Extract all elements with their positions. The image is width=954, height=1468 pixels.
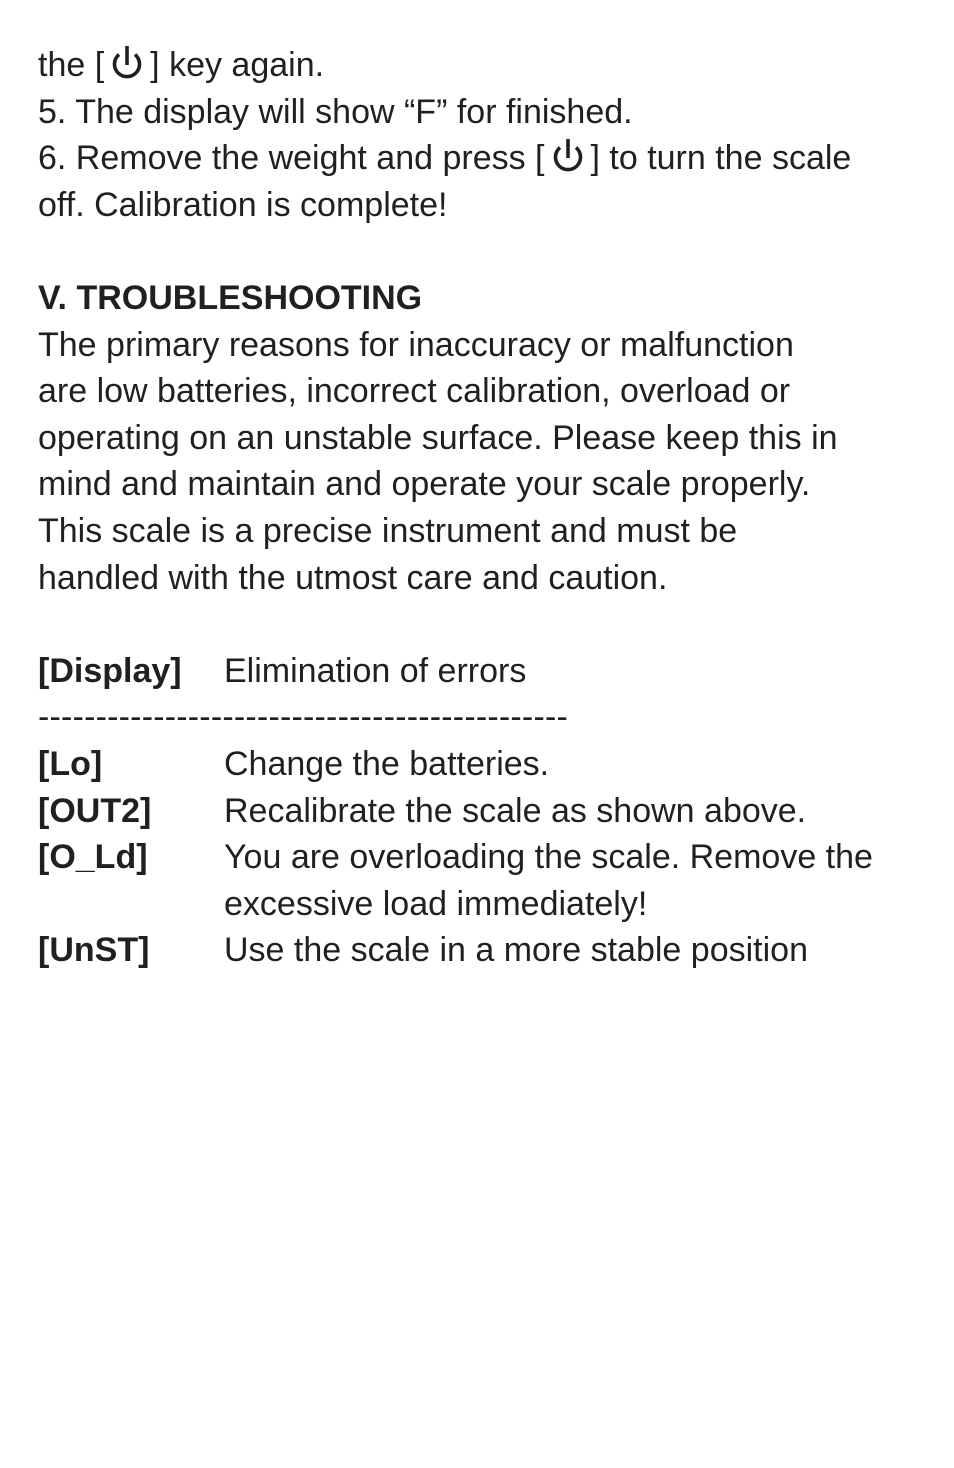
table-row <box>38 834 928 927</box>
calibration-step-5: 5. The display will show “F” for finished. <box>38 92 633 131</box>
error-code: [UnST] <box>38 931 150 970</box>
manual-page <box>38 42 928 974</box>
paragraph-line: mind and maintain and operate your scale properly. <box>38 465 811 504</box>
table-row <box>38 927 928 974</box>
spacer <box>38 228 928 275</box>
calibration-text: ] key again. <box>150 46 325 84</box>
table-divider: ---------------------------------------------- <box>38 698 569 737</box>
remedy-line: Change the batteries. <box>224 744 550 783</box>
error-code: [O_Ld] <box>38 838 148 877</box>
remedy-line: Use the scale in a more stable position <box>224 931 808 970</box>
power-icon <box>108 43 146 85</box>
paragraph-line: handled with the utmost care and caution. <box>38 558 668 597</box>
paragraph-line: The primary reasons for inaccuracy or malfunction <box>38 325 794 364</box>
header-elimination: Elimination of errors <box>224 651 527 690</box>
remedy-line: You are overloading the scale. Remove the <box>224 838 873 877</box>
error-remedy <box>224 788 928 835</box>
remedy-line: excessive load immediately! <box>224 884 648 923</box>
paragraph-line: are low batteries, incorrect calibration, overload or <box>38 372 791 411</box>
error-code: [Lo] <box>38 744 103 783</box>
spacer <box>38 601 928 648</box>
error-remedy <box>224 834 928 927</box>
calibration-step-6 <box>38 135 928 182</box>
error-table <box>38 648 928 974</box>
error-code: [OUT2] <box>38 791 152 830</box>
calibration-text: 6. Remove the weight and press [ <box>38 139 545 178</box>
paragraph-line: This scale is a precise instrument and must be <box>38 511 738 550</box>
table-row <box>38 741 928 788</box>
header-display: [Display] <box>38 651 182 690</box>
calibration-text: ] to turn the scale <box>590 139 852 178</box>
calibration-step-6-continued: off. Calibration is complete! <box>38 185 448 224</box>
calibration-text: the [ <box>38 46 105 84</box>
table-row <box>38 788 928 835</box>
power-icon <box>549 136 587 178</box>
error-remedy <box>224 741 928 788</box>
error-table-header <box>38 648 928 695</box>
paragraph-line: operating on an unstable surface. Please keep this in <box>38 418 838 457</box>
section-heading: V. TROUBLESHOOTING <box>38 278 423 317</box>
remedy-line: Recalibrate the scale as shown above. <box>224 791 807 830</box>
troubleshooting-paragraph <box>38 322 928 602</box>
calibration-line-1 <box>38 42 928 89</box>
error-remedy <box>224 927 928 974</box>
